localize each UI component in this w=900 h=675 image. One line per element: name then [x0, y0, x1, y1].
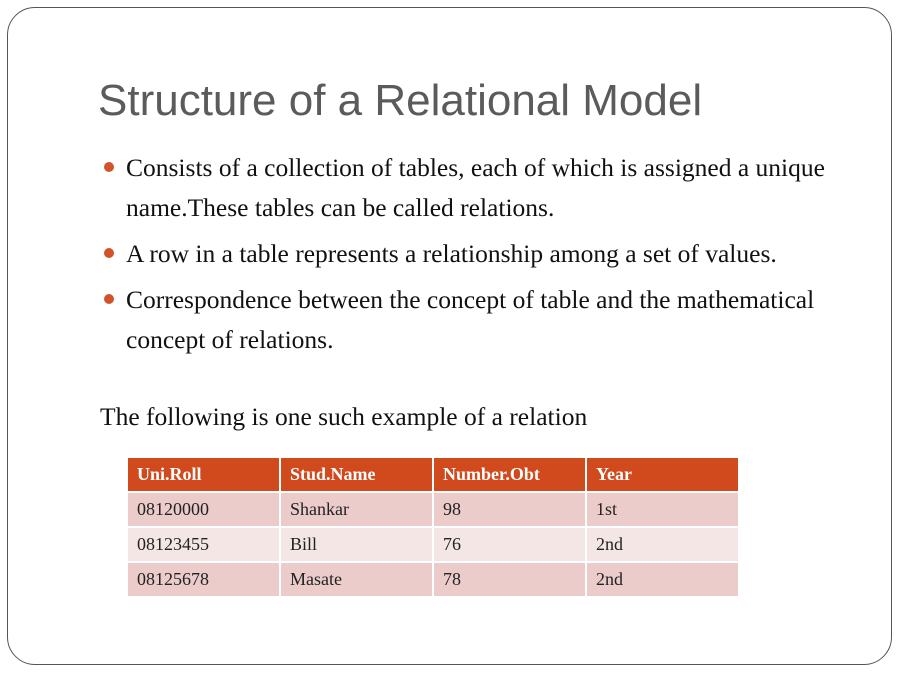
- slide-title: Structure of a Relational Model: [98, 76, 703, 125]
- bullet-item: [104, 280, 834, 360]
- table-cell: 2nd: [587, 528, 738, 561]
- table-cell: 1st: [587, 493, 738, 526]
- table-cell: Bill: [281, 528, 432, 561]
- relation-table: [126, 456, 740, 598]
- table-cell: Masate: [281, 563, 432, 596]
- bullet-item: [104, 234, 834, 274]
- intro-text: The following is one such example of a relation: [100, 402, 588, 431]
- bullet-list: [104, 148, 834, 366]
- table-cell: 08125678: [128, 563, 279, 596]
- table-header-row: [128, 458, 738, 491]
- table-row: [128, 563, 738, 596]
- bullet-text: Consists of a collection of tables, each of which is assigned a unique name.These tables can be called relations.: [126, 153, 825, 222]
- header-cell: Number.Obt: [434, 458, 585, 491]
- table-cell: 08120000: [128, 493, 279, 526]
- table-cell: 98: [434, 493, 585, 526]
- table-cell: Shankar: [281, 493, 432, 526]
- table-cell: 76: [434, 528, 585, 561]
- bullet-item: [104, 148, 834, 228]
- bullet-text: A row in a table represents a relationship among a set of values.: [126, 239, 777, 268]
- table-row: [128, 493, 738, 526]
- table-cell: 2nd: [587, 563, 738, 596]
- bullet-dot-icon: [104, 294, 114, 304]
- bullet-dot-icon: [104, 248, 114, 258]
- table-row: [128, 528, 738, 561]
- table-cell: 08123455: [128, 528, 279, 561]
- bullet-dot-icon: [104, 162, 114, 172]
- table-cell: 78: [434, 563, 585, 596]
- header-cell: Stud.Name: [281, 458, 432, 491]
- bullet-text: Correspondence between the concept of table and the mathematical concept of relations.: [126, 285, 815, 354]
- header-cell: Year: [587, 458, 738, 491]
- header-cell: Uni.Roll: [128, 458, 279, 491]
